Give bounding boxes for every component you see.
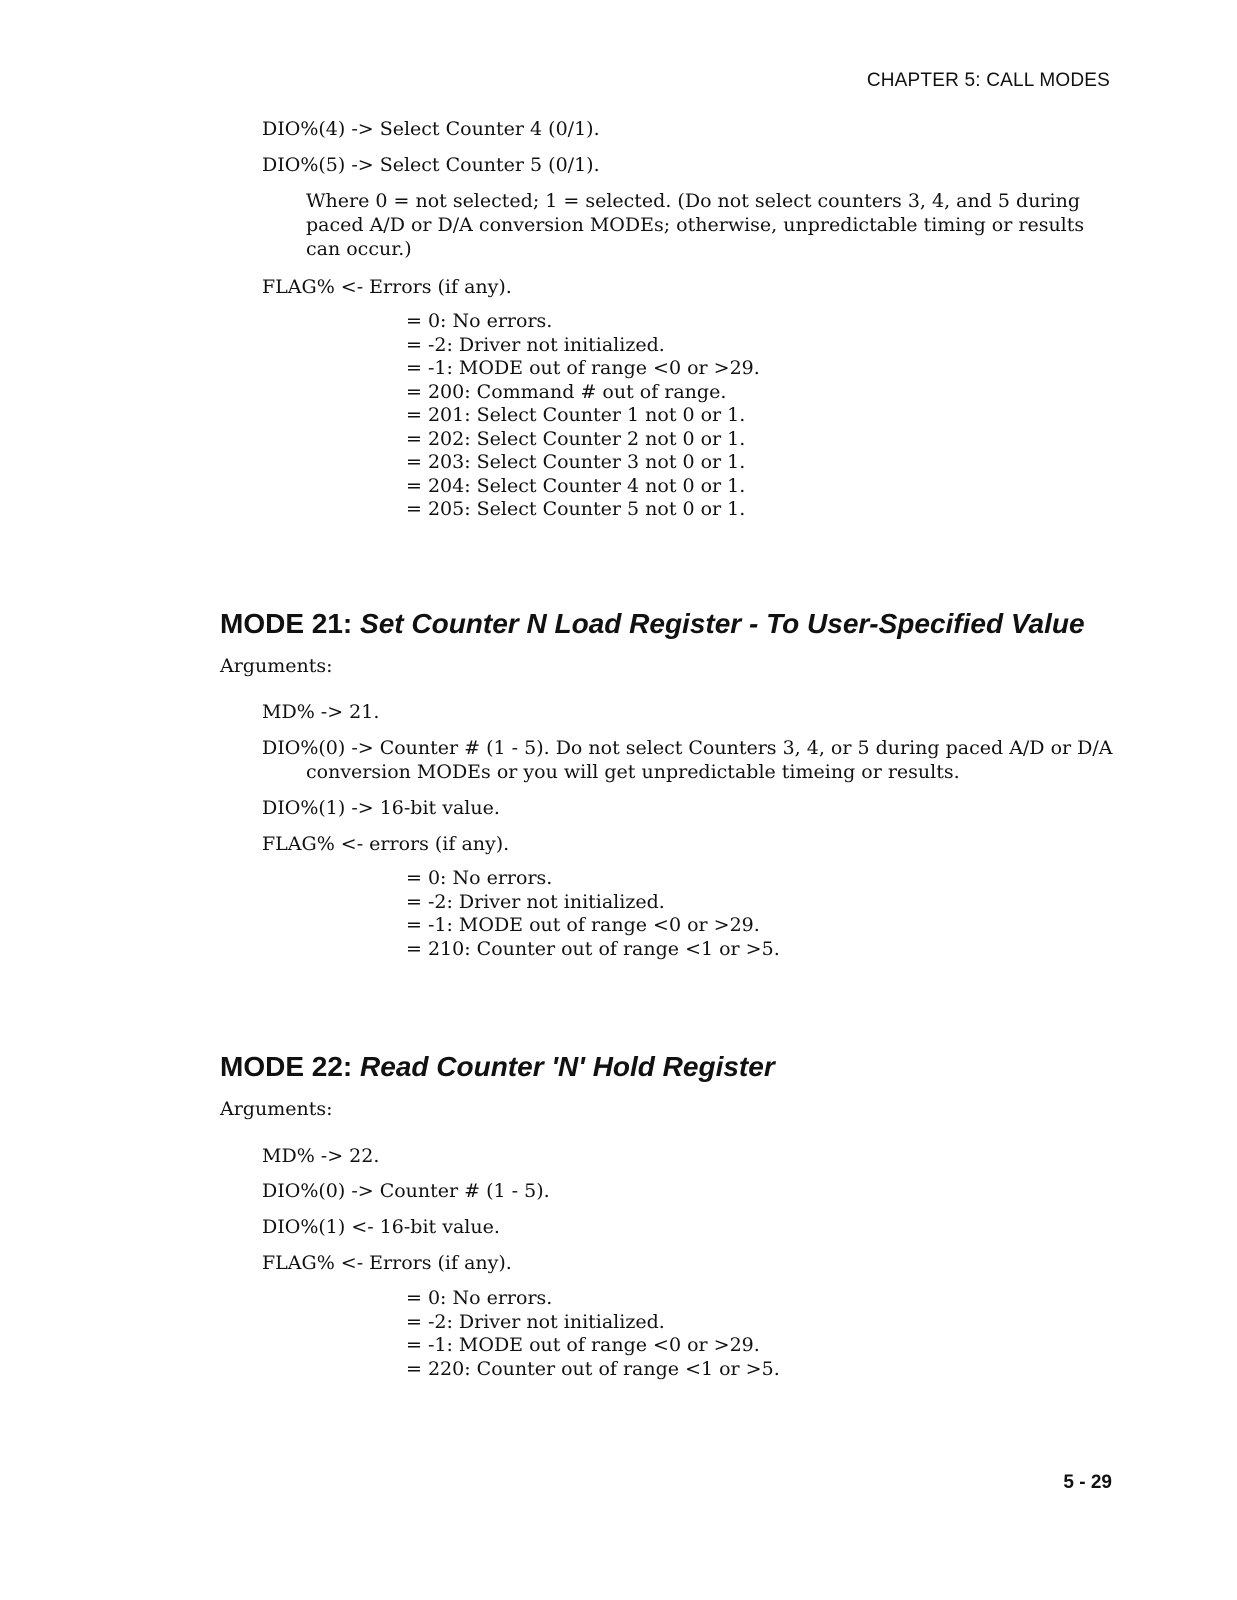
dio4-line: DIO%(4) -> Select Counter 4 (0/1). [262,118,600,140]
error-code: = 203: Select Counter 3 not 0 or 1. [406,451,746,473]
error-code: = -1: MODE out of range <0 or >29. [406,357,760,379]
dio5-line: DIO%(5) -> Select Counter 5 (0/1). [262,154,600,176]
flag-line: FLAG% <- Errors (if any). [262,276,512,298]
mode21-dio0-line: DIO%(0) -> Counter # (1 - 5). Do not select Counters 3, 4, or 5 during paced A/D or D/A conversion MODEs or you will get unpredictable timeing or results. [262,737,1113,783]
error-code: = 202: Select Counter 2 not 0 or 1. [406,427,746,450]
error-code: = -1: MODE out of range <0 or >29. [406,1334,760,1356]
mode22-heading [220,1050,775,1084]
mode22-title: Read Counter 'N' Hold Register [360,1051,775,1082]
page-number: 5 - 29 [1063,1472,1112,1493]
mode21-flag-line: FLAG% <- errors (if any). [262,833,510,855]
error-code-list [406,310,760,522]
mode21-title: Set Counter N Load Register - To User-Specified Value [360,608,1085,639]
mode22-md-line: MD% -> 22. [262,1145,380,1167]
error-code: = 0: No errors. [406,867,553,889]
mode21-arguments-label: Arguments: [220,655,333,677]
mode21-dio1-line: DIO%(1) -> 16-bit value. [262,797,500,819]
error-code: = -1: MODE out of range <0 or >29. [406,914,760,936]
mode22-arguments-label: Arguments: [220,1098,333,1120]
error-code: = 205: Select Counter 5 not 0 or 1. [406,498,746,520]
error-code: = 204: Select Counter 4 not 0 or 1. [406,474,746,497]
mode22-number: MODE 22: [220,1051,353,1082]
error-code: = 220: Counter out of range <1 or >5. [406,1357,780,1380]
mode21-md-line: MD% -> 21. [262,701,380,723]
mode22-error-code-list [406,1287,780,1381]
error-code: = 0: No errors. [406,310,553,332]
mode22-flag-line: FLAG% <- Errors (if any). [262,1252,512,1274]
error-code: = -2: Driver not initialized. [406,333,665,356]
error-code: = 210: Counter out of range <1 or >5. [406,937,780,960]
mode21-heading [220,607,1085,641]
error-code: = 201: Select Counter 1 not 0 or 1. [406,404,746,426]
error-code: = 200: Command # out of range. [406,380,727,403]
error-code: = -2: Driver not initialized. [406,890,665,913]
chapter-header: CHAPTER 5: CALL MODES [866,70,1110,91]
error-code: = -2: Driver not initialized. [406,1310,665,1333]
mode21-number: MODE 21: [220,608,353,639]
error-code: = 0: No errors. [406,1287,553,1309]
mode21-error-code-list [406,867,780,961]
selection-note: Where 0 = not selected; 1 = selected. (Do not select counters 3, 4, and 5 during paced A/D or D/A conversion MODEs; otherwise, unpredictable timing or results can occur.) [306,190,1085,260]
mode22-dio0-line: DIO%(0) -> Counter # (1 - 5). [262,1180,550,1202]
mode22-dio1-line: DIO%(1) <- 16-bit value. [262,1216,500,1238]
